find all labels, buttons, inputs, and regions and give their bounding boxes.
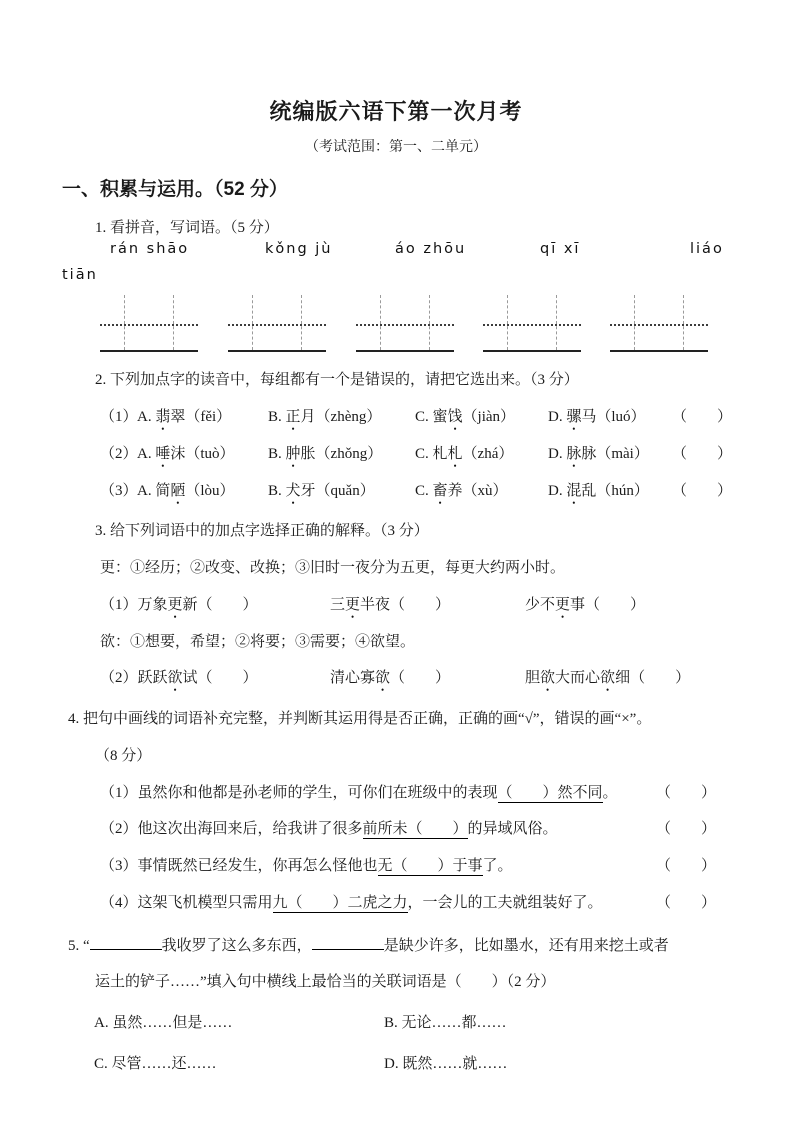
fill-in-blank-1 [90,934,162,950]
sentence-post: ，一会儿的工夫就组装好了。 [407,894,603,911]
option-a: A. 唾沫（tuò） [137,445,235,462]
item-number: （2） [100,670,138,687]
q3-row-1 [62,595,730,617]
q1-pinyin-row-wrap [62,265,730,291]
pinyin-word-2: kǒng jù [265,241,333,258]
answer-bracket: （ ） [655,821,716,838]
sentence-post: 了。 [482,858,513,875]
q1-label: 1. 看拼音，写词语。（5 分） [95,219,279,236]
q4-label-score: （8 分） [95,747,152,764]
sentence-pre: 虽然你和他都是孙老师的学生，可你们在班级中的表现 [137,784,498,801]
q2-row-3 [62,481,733,503]
sentence [100,819,648,841]
writing-box [100,295,198,352]
q4-item-1 [62,783,730,805]
option-b: B. 肿胀（zhǒng） [268,445,383,462]
item-number: （2） [100,821,138,838]
q3-item [100,595,330,617]
q4-item-3 [62,856,730,878]
underlined-idiom: 无（ ）于事 [377,858,483,875]
sentence [100,783,648,805]
option-d: D. 混乱（hún） [548,482,649,499]
q4-label: 4. 把句中画线的词语补充完整，并判断其运用得是否正确，正确的画“√”，错误的画“×”。 [68,711,652,728]
quote-open: “ [83,937,90,954]
q2-row-1 [62,407,733,429]
sentence-post: 的异域风俗。 [467,821,558,838]
q1-writing-boxes [62,293,730,351]
q4-item-4 [62,893,730,915]
option-c: C. 尽管……还…… [94,1055,217,1072]
option-b: B. 无论……都…… [384,1015,507,1032]
item-number: （4） [100,894,138,911]
option-a: A. 翡翠（fěi） [137,409,232,426]
q5-options-row-1 [62,1013,730,1035]
phrase: 跃跃欲试（ ） [137,670,258,687]
pinyin-word-1: rán shāo [110,241,190,258]
q3-item: 清心寡欲（ ） [330,670,451,687]
item-number: （2） [100,445,138,462]
q3-row-2 [62,668,730,690]
option-c: C. 札札（zhá） [415,445,514,462]
fill-in-blank-2 [312,934,384,950]
item-number: （3） [100,482,138,499]
item-number: （3） [100,858,138,875]
option-b: B. 犬牙（quǎn） [268,482,375,499]
phrase: 万象更新（ ） [137,596,258,613]
sentence [100,856,648,878]
pinyin-word-3: áo zhōu [395,241,467,258]
q3-item: 胆欲大而心欲细（ ） [525,670,691,687]
q3-item: 三更半夜（ ） [330,596,451,613]
answer-bracket: （ ） [655,894,716,911]
q5-line-2: 运土的铲子……”填入句中横线上最恰当的关联词语是（ ）（2 分） [95,974,556,991]
q5-text-1: 我收罗了这么多东西， [161,937,312,954]
pinyin-word-5: liáo [690,241,724,258]
underlined-idiom: 前所未（ ） [362,821,468,838]
sentence [100,893,648,915]
writing-box [483,295,581,352]
q3-item [100,668,330,690]
writing-box [356,295,454,352]
page-title: 统编版六语下第一次月考 [269,99,523,124]
q5-line-1 [62,934,730,958]
q1-pinyin-row [62,239,730,265]
item-number: （1） [100,596,138,613]
option-d: D. 既然……就…… [384,1055,508,1072]
pinyin-word-6: tiān [62,267,98,284]
option-a: A. 虽然……但是…… [94,1015,233,1032]
sentence-pre: 这架飞机模型只需用 [137,894,273,911]
q3-definition-yu: 欲：①想要，希望；②将要；③需要；④欲望。 [100,633,416,650]
sentence-pre: 事情既然已经发生，你再怎么怪他也 [137,858,378,875]
section-1-heading: 一、积累与运用。（52 分） [62,179,288,201]
q5-text-2: 是缺少许多，比如墨水，还有用来挖土或者 [383,937,669,954]
option-c: C. 畜养（xù） [415,482,508,499]
option-d: D. 骡马（luó） [548,409,646,426]
option-b: B. 正月（zhèng） [268,409,382,426]
q4-item-2 [62,819,730,841]
sentence-post: 。 [602,784,618,801]
writing-box [228,295,326,352]
q3-definition-geng: 更：①经历；②改变、改换；③旧时一夜分为五更，每更大约两小时。 [100,560,566,577]
writing-box [610,295,708,352]
item-number: （1） [100,409,138,426]
q2-label: 2. 下列加点字的读音中，每组都有一个是错误的，请把它选出来。（3 分） [95,372,579,389]
exam-scope-subtitle: （考试范围：第一、二单元） [305,139,487,155]
option-c: C. 蜜饯（jiàn） [415,409,516,426]
option-a: A. 简陋（lòu） [137,482,235,499]
q5-options-row-2 [62,1054,730,1076]
underlined-idiom: 九（ ）二虎之力 [272,894,408,911]
answer-bracket: （ ） [672,409,733,426]
q2-row-2 [62,444,733,466]
item-number: 5. [68,937,80,954]
q3-label: 3. 给下列词语中的加点字选择正确的解释。（3 分） [95,523,429,540]
underlined-idiom: （ ）然不同 [497,784,603,801]
answer-bracket: （ ） [655,784,716,801]
sentence-pre: 他这次出海回来后，给我讲了很多 [137,821,363,838]
pinyin-word-4: qī xī [540,241,581,258]
option-d: D. 脉脉（mài） [548,445,649,462]
q3-item: 少不更事（ ） [525,596,646,613]
answer-bracket: （ ） [655,858,716,875]
item-number: （1） [100,784,138,801]
answer-bracket: （ ） [672,445,733,462]
answer-bracket: （ ） [672,482,733,499]
